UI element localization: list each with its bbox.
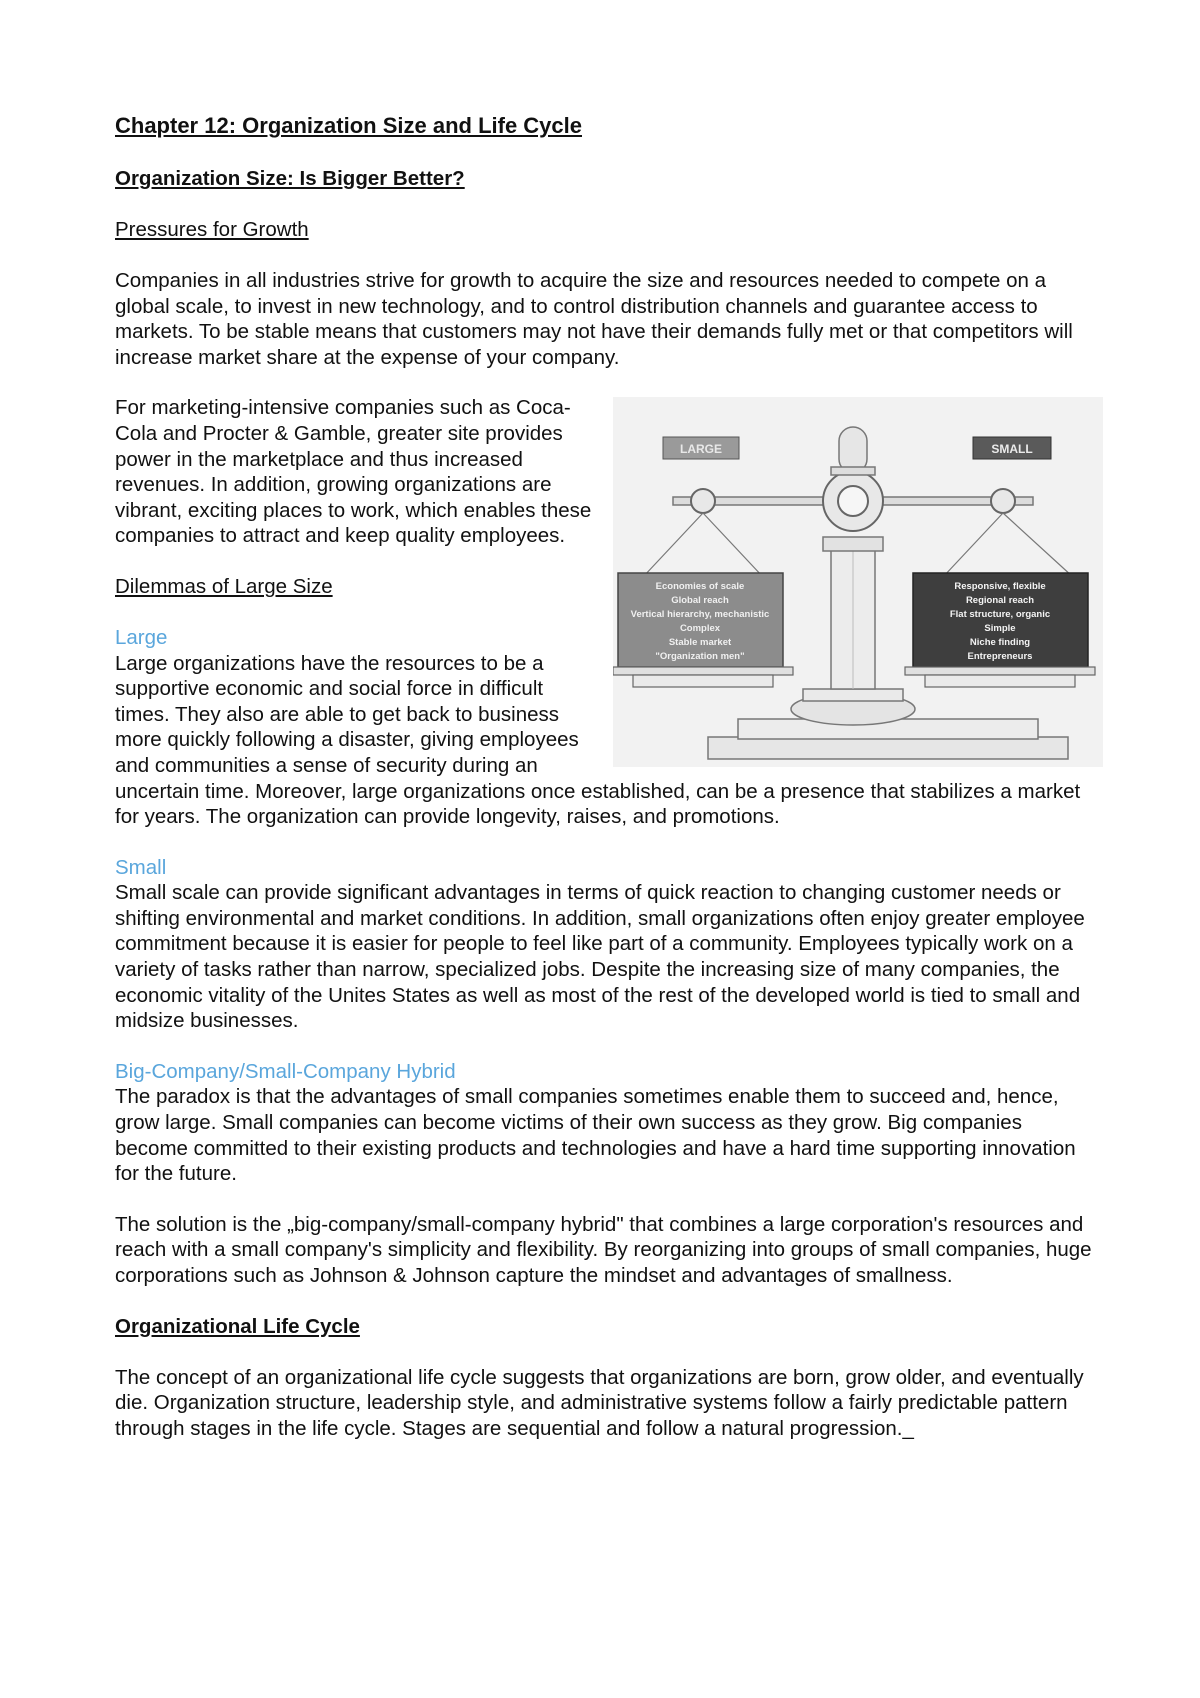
small-tag-label: SMALL xyxy=(991,442,1033,457)
section-heading-lifecycle: Organizational Life Cycle xyxy=(115,1314,360,1338)
large-pan xyxy=(613,573,793,687)
large-pan-item: Economies of scale xyxy=(655,581,745,593)
small-tag xyxy=(973,437,1051,459)
paragraph-growth: Companies in all industries strive for growth to acquire the size and resources needed to compete on a global scale, to invest in new technology, and to control distribution channels and guarantee access to markets. To be stable means that customers may not have their demands fully met or that competitors will increase market share at the expense of your company. xyxy=(115,269,1073,369)
small-pan-item: Responsive, flexible xyxy=(954,581,1046,593)
paragraph-large: Large organizations have the resources to be a supportive economic and social force in difficult times. They also are able to get back to business more quickly following a disaster, giving employees and communities a sense of security during an uncertain time. Moreover, large organizations once established, can be a presence that stabilizes a market for years. The organization can provide longevity, raises, and promotions. xyxy=(115,651,1081,829)
large-pan-item: Complex xyxy=(679,623,721,635)
small-pan xyxy=(905,573,1095,687)
large-pan-item: Vertical hierarchy, mechanistic xyxy=(630,609,770,621)
scale-finial xyxy=(839,427,867,473)
small-pan-item: Niche finding xyxy=(969,637,1031,649)
section-heading-size: Organization Size: Is Bigger Better? xyxy=(115,167,465,190)
large-tag-label: LARGE xyxy=(680,442,722,457)
large-pan-item: "Organization men" xyxy=(655,651,745,663)
subheading-pressures: Pressures for Growth xyxy=(115,218,309,241)
small-pan-item: Regional reach xyxy=(965,595,1035,607)
scale-base-bottom xyxy=(708,737,1068,759)
balance-scale-figure xyxy=(613,397,1103,767)
paragraph-small: Small scale can provide significant advantages in terms of quick reaction to changing customer needs or shifting environmental and market conditions. In addition, small organizations often enjoy greater employee commitment because it is easier for people to feel like part of a community. Employees typically work on a variety of tasks rather than narrow, specialized jobs. Despite the increasing size of many companies, the economic vitality of the Unites States as well as most of the rest of the developed world is tied to small and midsize businesses. xyxy=(115,881,1085,1033)
scale-illustration xyxy=(613,397,1103,767)
paragraph-hybrid-2: The solution is the „big-company/small-company hybrid" that combines a large corporation's resources and reach with a small company's simplicity and flexibility. By reorganizing into groups of small companies, huge corporations such as Johnson & Johnson capture the mindset and advantages of smallness. xyxy=(115,1212,1092,1287)
paragraph-marketing: For marketing-intensive companies such as Coca-Cola and Procter & Gamble, greater site provides power in the marketplace and thus increased revenues. In addition, growing organizations are vibrant, exciting places to work, which enables these companies to attract and keep quality employees. xyxy=(115,396,592,548)
label-hybrid: Big-Company/Small-Company Hybrid xyxy=(115,1059,456,1083)
small-pan-item: Entrepreneurs xyxy=(967,651,1033,663)
label-small: Small xyxy=(115,855,167,879)
subheading-dilemmas: Dilemmas of Large Size xyxy=(115,574,333,598)
small-pan-item: Simple xyxy=(984,623,1016,635)
large-tag xyxy=(663,437,739,459)
chapter-title: Chapter 12: Organization Size and Life Cycle xyxy=(115,113,582,138)
paragraph-hybrid-1: The paradox is that the advantages of small companies sometimes enable them to succeed and, hence, grow large. Small companies can become victims of their own success as they grow. Big companies become committed to their existing products and technologies and have a hard time supporting innovation for the future. xyxy=(115,1085,1076,1186)
paragraph-lifecycle: The concept of an organizational life cycle suggests that organizations are born, grow older, and eventually die. Organization structure, leadership style, and administrative systems follow a fairly predictable pattern through stages in the life cycle. Stages are sequential and follow a natural progression._ xyxy=(115,1365,1084,1440)
document-page xyxy=(115,112,1095,1441)
large-pan-item: Global reach xyxy=(671,595,729,607)
small-pan-item: Flat structure, organic xyxy=(949,609,1051,621)
large-pan-item: Stable market xyxy=(668,637,732,649)
label-large: Large xyxy=(115,625,168,649)
